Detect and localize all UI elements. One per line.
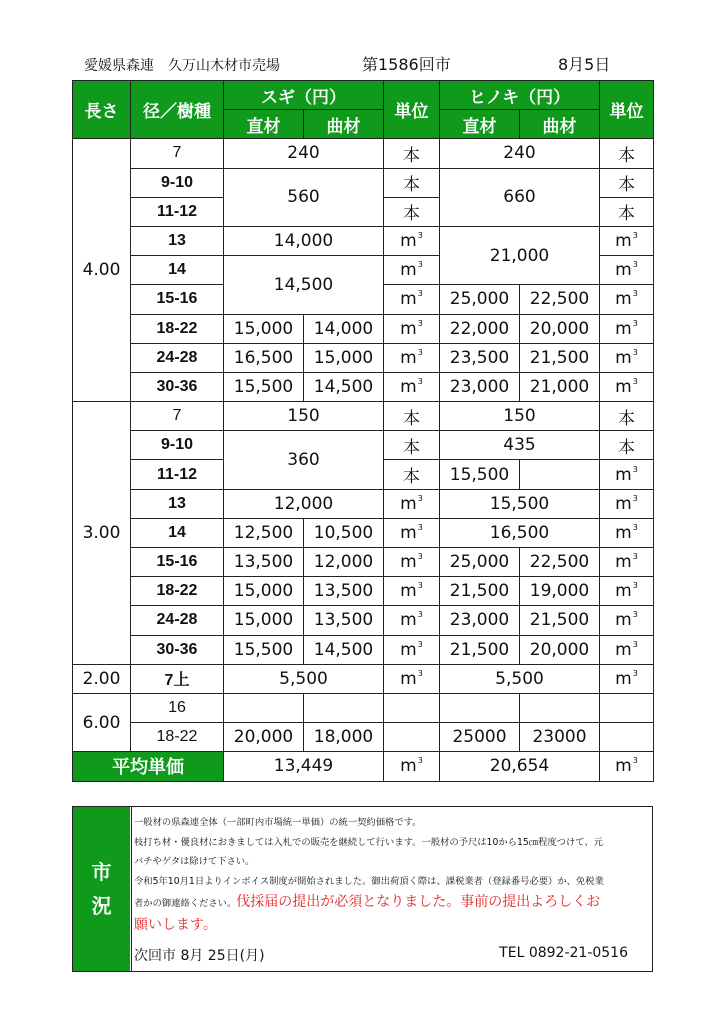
unit-cell bbox=[384, 314, 440, 343]
unit-m-text: m bbox=[400, 552, 417, 573]
sugi-price: 14,000 bbox=[224, 226, 384, 255]
unit-superscript: 3 bbox=[417, 552, 423, 562]
sugi-curved-price: 14,500 bbox=[304, 372, 384, 401]
hinoki-price: 15,500 bbox=[440, 489, 600, 518]
hinoki-straight-price: 25,000 bbox=[440, 285, 520, 314]
telephone: TEL 0892-21-0516 bbox=[499, 945, 628, 961]
unit-m-text: m bbox=[615, 376, 632, 397]
notes-label bbox=[73, 807, 130, 971]
note-text: 者かの御連絡ください。 bbox=[134, 898, 237, 909]
hinoki-average-price: 20,654 bbox=[440, 752, 600, 781]
length-cell: 6.00 bbox=[73, 693, 131, 751]
unit-cell: 本 bbox=[384, 431, 440, 460]
market-date: 8月5日 bbox=[558, 55, 611, 74]
sugi-price: 360 bbox=[224, 431, 384, 489]
unit-cell bbox=[600, 489, 654, 518]
unit-cell bbox=[384, 664, 440, 693]
size-cell: 13 bbox=[131, 489, 224, 518]
hinoki-curved-price: 19,000 bbox=[520, 577, 600, 606]
hinoki-curved-price: 21,000 bbox=[520, 372, 600, 401]
hinoki-straight-price bbox=[440, 693, 520, 722]
unit-cell bbox=[600, 518, 654, 547]
unit-cell bbox=[600, 256, 654, 285]
next-market-date: 次回市 8月 25日(月) bbox=[134, 948, 265, 964]
sugi-straight-price bbox=[224, 693, 304, 722]
unit-superscript: 3 bbox=[632, 289, 638, 299]
unit-cell bbox=[600, 664, 654, 693]
size-cell: 18-22 bbox=[131, 723, 224, 752]
size-cell: 30-36 bbox=[131, 372, 224, 401]
unit-superscript: 3 bbox=[417, 639, 423, 649]
unit-cell bbox=[384, 285, 440, 314]
unit-superscript: 3 bbox=[417, 522, 423, 532]
unit-superscript: 3 bbox=[417, 318, 423, 328]
hinoki-price: 240 bbox=[440, 139, 600, 168]
unit-superscript: 3 bbox=[632, 376, 638, 386]
unit-cell: 本 bbox=[384, 168, 440, 197]
unit-m-text: m bbox=[615, 581, 632, 602]
size-cell: 7 bbox=[131, 402, 224, 431]
unit-m-text: m bbox=[400, 260, 417, 281]
unit-m-text: m bbox=[400, 493, 417, 514]
unit-superscript: 3 bbox=[632, 668, 638, 678]
unit-cell bbox=[384, 226, 440, 255]
unit-m-text: m bbox=[400, 318, 417, 339]
sugi-price: 5,500 bbox=[224, 664, 384, 693]
hinoki-straight-price: 25,000 bbox=[440, 548, 520, 577]
unit-m-text: m bbox=[615, 668, 632, 689]
col-unit-header: 単位 bbox=[384, 81, 440, 139]
length-cell: 2.00 bbox=[73, 664, 131, 693]
col-hinoki-header: ヒノキ（円） bbox=[440, 81, 600, 110]
size-cell: 15-16 bbox=[131, 285, 224, 314]
unit-superscript: 3 bbox=[632, 260, 638, 270]
unit-cell: 本 bbox=[600, 402, 654, 431]
sugi-straight-price: 15,000 bbox=[224, 577, 304, 606]
hinoki-curved-price: 21,500 bbox=[520, 343, 600, 372]
note-line: 令和5年10月1日よりインボイス制度が開始されました。御出荷頂く際は、課税業者（登録番号必要）か、免税業 bbox=[134, 875, 604, 887]
unit-superscript: 3 bbox=[632, 756, 638, 766]
unit-cell: 本 bbox=[384, 139, 440, 168]
size-cell: 24-28 bbox=[131, 343, 224, 372]
average-price-label: 平均単価 bbox=[73, 752, 224, 781]
unit-cell bbox=[600, 635, 654, 664]
size-cell: 18-22 bbox=[131, 577, 224, 606]
size-cell: 24-28 bbox=[131, 606, 224, 635]
hinoki-curved-price: 23000 bbox=[520, 723, 600, 752]
hinoki-curved-price bbox=[520, 693, 600, 722]
unit-cell bbox=[384, 372, 440, 401]
unit-cell bbox=[600, 577, 654, 606]
sugi-curved-price: 12,000 bbox=[304, 548, 384, 577]
unit-superscript: 3 bbox=[632, 610, 638, 620]
unit-cell bbox=[384, 752, 440, 781]
unit-superscript: 3 bbox=[417, 493, 423, 503]
sugi-curved-price: 14,000 bbox=[304, 314, 384, 343]
unit-cell: 本 bbox=[600, 197, 654, 226]
size-cell: 14 bbox=[131, 518, 224, 547]
size-cell: 9-10 bbox=[131, 168, 224, 197]
unit-m-text: m bbox=[400, 376, 417, 397]
hinoki-curved-price: 20,000 bbox=[520, 635, 600, 664]
col-length-header: 長さ bbox=[73, 81, 131, 139]
size-cell: 9-10 bbox=[131, 431, 224, 460]
size-cell: 11-12 bbox=[131, 197, 224, 226]
hinoki-straight-price: 21,500 bbox=[440, 577, 520, 606]
sugi-straight-price: 20,000 bbox=[224, 723, 304, 752]
session-number: 第1586回市 bbox=[362, 55, 451, 74]
unit-m-text: m bbox=[400, 347, 417, 368]
unit-m-text: m bbox=[615, 231, 632, 252]
hinoki-price: 5,500 bbox=[440, 664, 600, 693]
sugi-curved-price: 10,500 bbox=[304, 518, 384, 547]
unit-cell bbox=[600, 460, 654, 489]
hinoki-price: 21,000 bbox=[440, 226, 600, 284]
unit-m-text: m bbox=[400, 639, 417, 660]
size-cell: 15-16 bbox=[131, 548, 224, 577]
unit-cell: 本 bbox=[600, 431, 654, 460]
sugi-curved-price: 18,000 bbox=[304, 723, 384, 752]
length-cell: 3.00 bbox=[73, 402, 131, 665]
unit-m-text: m bbox=[615, 347, 632, 368]
unit-superscript: 3 bbox=[417, 231, 423, 241]
unit-cell bbox=[384, 606, 440, 635]
sugi-price: 240 bbox=[224, 139, 384, 168]
sugi-straight-price: 15,000 bbox=[224, 314, 304, 343]
price-table bbox=[72, 80, 654, 782]
length-cell: 4.00 bbox=[73, 139, 131, 402]
note-line: 枝打ち材・優良材におきましては入札での販売を継続して行います。一般材の予尺は10から15㎝程度つけて、元 bbox=[134, 836, 603, 848]
sugi-price: 560 bbox=[224, 168, 384, 226]
unit-cell: 本 bbox=[600, 139, 654, 168]
unit-cell bbox=[384, 256, 440, 285]
sugi-straight-price: 12,500 bbox=[224, 518, 304, 547]
note-line bbox=[134, 891, 648, 914]
hinoki-straight-price: 22,000 bbox=[440, 314, 520, 343]
hinoki-straight-price: 25000 bbox=[440, 723, 520, 752]
unit-m-text: m bbox=[615, 756, 632, 777]
unit-cell bbox=[384, 518, 440, 547]
unit-cell bbox=[600, 226, 654, 255]
hinoki-straight-price: 23,500 bbox=[440, 343, 520, 372]
unit-superscript: 3 bbox=[632, 464, 638, 474]
hinoki-price: 660 bbox=[440, 168, 600, 226]
market-name: 愛媛県森連 久万山木材市売場 bbox=[84, 58, 280, 74]
unit-cell bbox=[600, 314, 654, 343]
size-cell: 14 bbox=[131, 256, 224, 285]
unit-cell bbox=[600, 343, 654, 372]
unit-superscript: 3 bbox=[632, 552, 638, 562]
unit-cell: 本 bbox=[384, 460, 440, 489]
sub-straight-header: 直材 bbox=[440, 110, 520, 139]
unit-cell bbox=[600, 752, 654, 781]
unit-superscript: 3 bbox=[417, 610, 423, 620]
unit-m-text: m bbox=[615, 289, 632, 310]
sugi-straight-price: 15,500 bbox=[224, 635, 304, 664]
hinoki-price: 150 bbox=[440, 402, 600, 431]
sugi-price: 12,000 bbox=[224, 489, 384, 518]
hinoki-curved-price: 22,500 bbox=[520, 548, 600, 577]
unit-cell bbox=[384, 723, 440, 752]
unit-m-text: m bbox=[400, 522, 417, 543]
unit-superscript: 3 bbox=[632, 318, 638, 328]
unit-cell bbox=[600, 372, 654, 401]
unit-cell bbox=[600, 285, 654, 314]
sub-curved-header: 曲材 bbox=[520, 110, 600, 139]
note-notice: 伐採届の提出が必須となりました。事前の提出よろしくお bbox=[236, 894, 601, 910]
unit-m-text: m bbox=[615, 522, 632, 543]
unit-m-text: m bbox=[400, 610, 417, 631]
unit-cell bbox=[384, 489, 440, 518]
sugi-curved-price: 15,000 bbox=[304, 343, 384, 372]
sugi-straight-price: 15,000 bbox=[224, 606, 304, 635]
size-cell: 11-12 bbox=[131, 460, 224, 489]
unit-m-text: m bbox=[615, 464, 632, 485]
unit-superscript: 3 bbox=[632, 639, 638, 649]
size-cell: 30-36 bbox=[131, 635, 224, 664]
hinoki-curved-price: 21,500 bbox=[520, 606, 600, 635]
unit-superscript: 3 bbox=[417, 376, 423, 386]
unit-superscript: 3 bbox=[632, 231, 638, 241]
col-unit-header: 単位 bbox=[600, 81, 654, 139]
sugi-straight-price: 15,500 bbox=[224, 372, 304, 401]
unit-cell bbox=[600, 723, 654, 752]
unit-cell: 本 bbox=[384, 402, 440, 431]
unit-cell bbox=[600, 606, 654, 635]
unit-cell bbox=[384, 548, 440, 577]
sugi-straight-price: 13,500 bbox=[224, 548, 304, 577]
sugi-price: 14,500 bbox=[224, 256, 384, 314]
note-line: バチやゲタは除けて下さい。 bbox=[134, 856, 255, 867]
hinoki-curved-price: 20,000 bbox=[520, 314, 600, 343]
col-sugi-header: スギ（円） bbox=[224, 81, 384, 110]
size-cell: 16 bbox=[131, 693, 224, 722]
hinoki-curved-price: 22,500 bbox=[520, 285, 600, 314]
unit-m-text: m bbox=[615, 552, 632, 573]
unit-cell bbox=[384, 693, 440, 722]
unit-superscript: 3 bbox=[417, 756, 423, 766]
unit-superscript: 3 bbox=[417, 289, 423, 299]
note-notice: 願いします。 bbox=[134, 916, 217, 933]
sugi-curved-price: 14,500 bbox=[304, 635, 384, 664]
unit-cell bbox=[384, 577, 440, 606]
size-cell: 18-22 bbox=[131, 314, 224, 343]
notes-footer bbox=[134, 945, 628, 965]
notes-body bbox=[131, 807, 652, 971]
unit-m-text: m bbox=[400, 756, 417, 777]
unit-superscript: 3 bbox=[417, 668, 423, 678]
sugi-straight-price: 16,500 bbox=[224, 343, 304, 372]
hinoki-price: 16,500 bbox=[440, 518, 600, 547]
unit-m-text: m bbox=[400, 289, 417, 310]
sugi-curved-price: 13,500 bbox=[304, 606, 384, 635]
hinoki-price: 435 bbox=[440, 431, 600, 460]
unit-superscript: 3 bbox=[632, 347, 638, 357]
unit-m-text: m bbox=[400, 581, 417, 602]
unit-m-text: m bbox=[400, 231, 417, 252]
sugi-price: 150 bbox=[224, 402, 384, 431]
size-cell: 13 bbox=[131, 226, 224, 255]
sub-straight-header: 直材 bbox=[224, 110, 304, 139]
hinoki-straight-price: 23,000 bbox=[440, 372, 520, 401]
sugi-average-price: 13,449 bbox=[224, 752, 384, 781]
size-cell: 7 bbox=[131, 139, 224, 168]
hinoki-straight-price: 21,500 bbox=[440, 635, 520, 664]
unit-cell bbox=[600, 693, 654, 722]
unit-m-text: m bbox=[615, 260, 632, 281]
unit-superscript: 3 bbox=[632, 522, 638, 532]
sugi-curved-price bbox=[304, 693, 384, 722]
hinoki-straight-price: 23,000 bbox=[440, 606, 520, 635]
hinoki-straight-price: 15,500 bbox=[440, 460, 520, 489]
unit-m-text: m bbox=[615, 639, 632, 660]
notes-label-char: 市 bbox=[91, 860, 112, 884]
unit-superscript: 3 bbox=[417, 260, 423, 270]
sub-curved-header: 曲材 bbox=[304, 110, 384, 139]
size-cell: 7上 bbox=[131, 664, 224, 693]
unit-cell: 本 bbox=[384, 197, 440, 226]
unit-m-text: m bbox=[615, 493, 632, 514]
notes-label-char: 況 bbox=[91, 894, 112, 918]
hinoki-curved-price bbox=[520, 460, 600, 489]
unit-m-text: m bbox=[615, 318, 632, 339]
unit-cell: 本 bbox=[600, 168, 654, 197]
market-notes bbox=[72, 806, 653, 972]
unit-cell bbox=[384, 635, 440, 664]
col-size-header: 径／樹種 bbox=[131, 81, 224, 139]
unit-m-text: m bbox=[400, 668, 417, 689]
unit-m-text: m bbox=[615, 610, 632, 631]
unit-superscript: 3 bbox=[632, 581, 638, 591]
unit-cell bbox=[600, 548, 654, 577]
note-line: 一般材の県森連全体（一部町内市場統一単価）の統一契約価格です。 bbox=[134, 817, 422, 828]
unit-superscript: 3 bbox=[417, 581, 423, 591]
sugi-curved-price: 13,500 bbox=[304, 577, 384, 606]
unit-superscript: 3 bbox=[417, 347, 423, 357]
unit-cell bbox=[384, 343, 440, 372]
unit-superscript: 3 bbox=[632, 493, 638, 503]
